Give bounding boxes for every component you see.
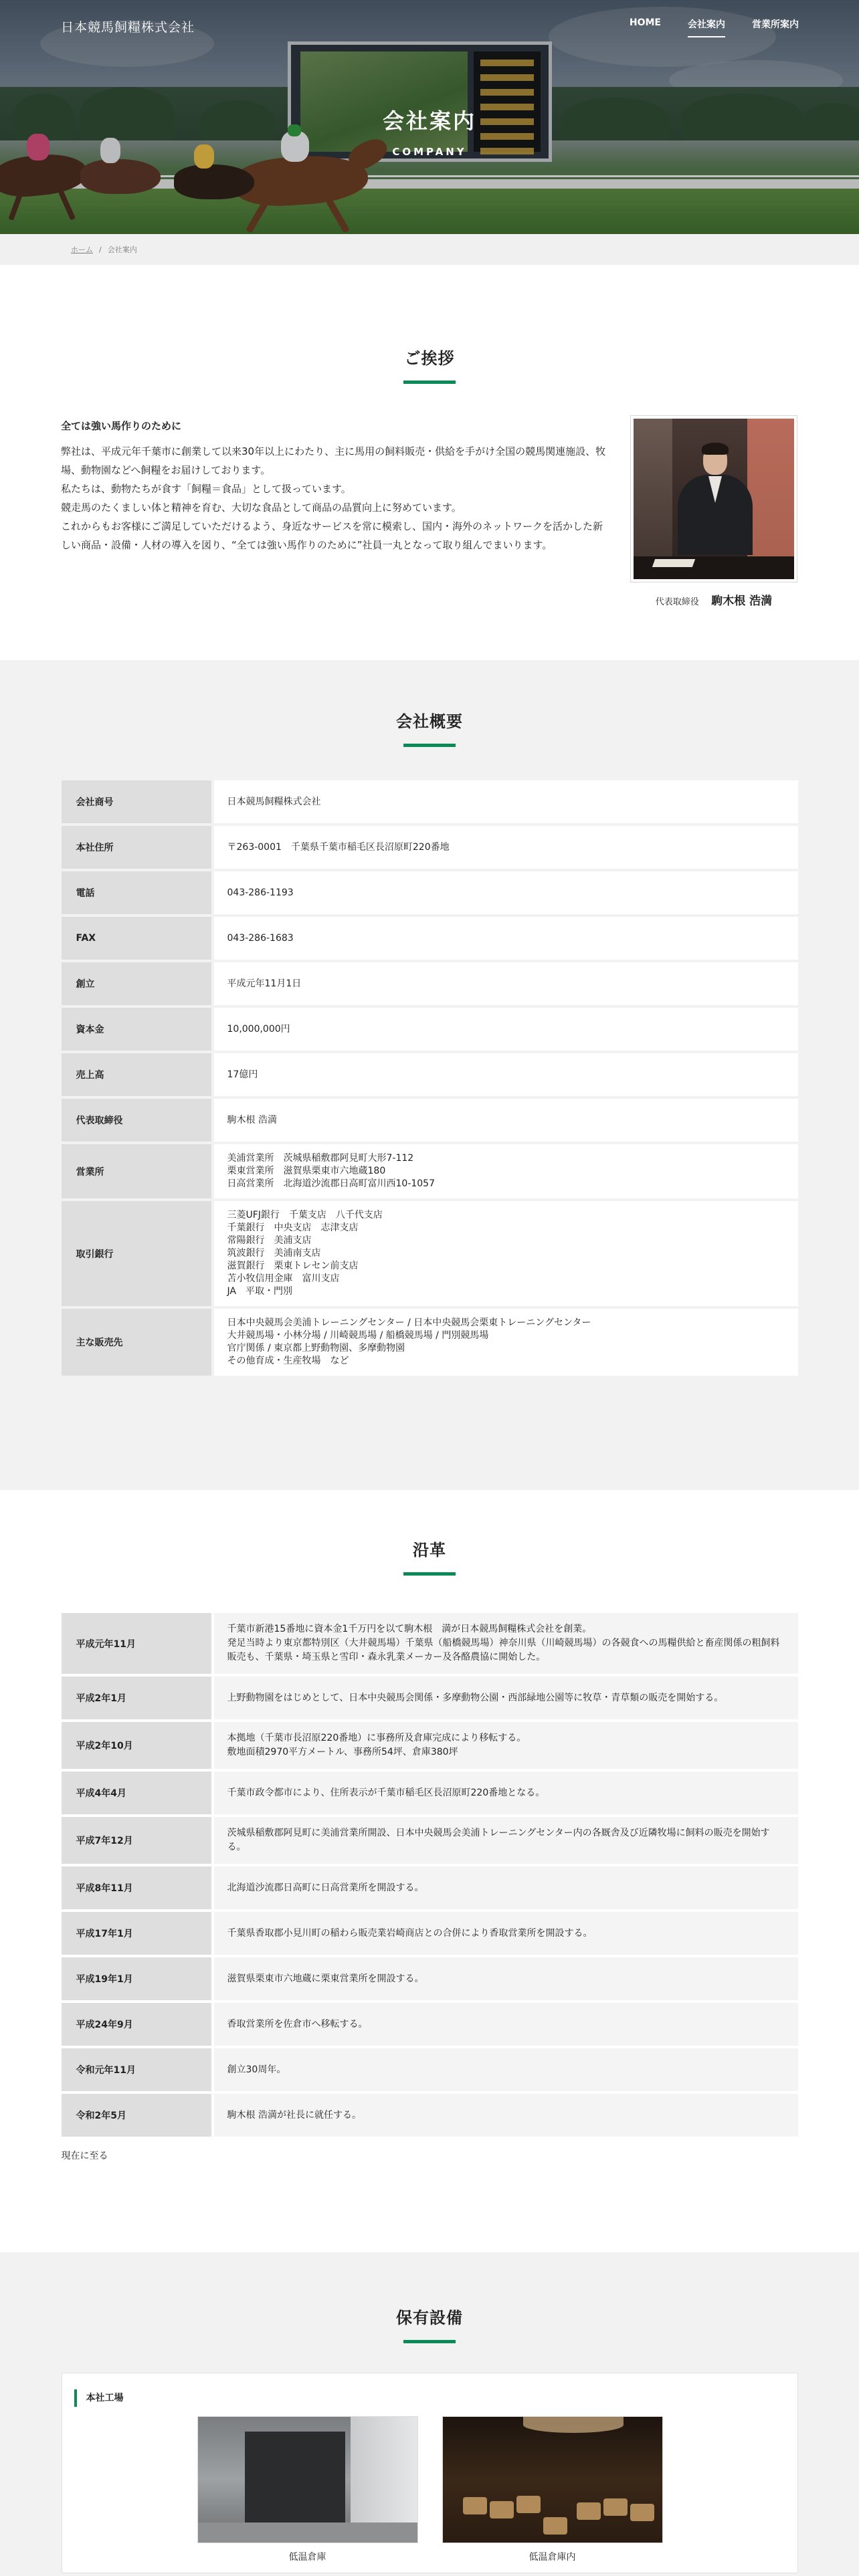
info-row-line: 千葉銀行 中央支店 志津支店 xyxy=(227,1222,359,1233)
greeting-paragraph: 競走馬のたくましい体と精神を育む、大切な食品として商品の品質向上に努めています。 xyxy=(61,502,462,514)
info-row-label: 本社住所 xyxy=(62,826,211,869)
info-row-value xyxy=(211,917,798,960)
info-row-label: 資本金 xyxy=(62,1008,211,1051)
info-row-line: 日本中央競馬会美浦トレーニングセンター / 日本中央競馬会栗東トレーニングセンター xyxy=(227,1317,591,1328)
history-row-label: 令和元年11月 xyxy=(62,2048,211,2091)
info-row-value xyxy=(211,1008,798,1051)
history-row-label: 平成4年4月 xyxy=(62,1772,211,1814)
info-row-label: 創立 xyxy=(62,962,211,1005)
hero-banner xyxy=(0,0,859,234)
president-caption xyxy=(630,591,797,608)
info-row-line: 栗東営業所 滋賀県栗東市六地蔵180 xyxy=(227,1166,386,1176)
greeting-paragraph: これからもお客様にご満足していただけるよう、身近なサービスを常に模索し、国内・海外のネットワークを活かした新しい商品・設備・人材の導入を図り、“全ては強い馬作りのために”社員一丸となって取り組んでまいります。 xyxy=(61,520,603,551)
info-row-value xyxy=(211,962,798,1005)
history-row xyxy=(62,2094,798,2137)
history-row-line: 千葉市新港15番地に資本金1千万円を以て駒木根 満が日本競馬飼糧株式会社を創業。 xyxy=(227,1624,592,1634)
history-row xyxy=(62,1722,798,1769)
overview-section xyxy=(0,660,859,1490)
breadcrumb-separator: / xyxy=(99,245,102,254)
facilities-section xyxy=(0,2252,859,2576)
history-row-label: 平成17年1月 xyxy=(62,1912,211,1955)
greeting-title: ご挨拶 xyxy=(404,349,455,368)
breadcrumb xyxy=(0,234,859,265)
history-row-line: 滋賀県栗東市六地蔵に栗東営業所を開設する。 xyxy=(227,1973,424,1984)
info-row-line: 大井競馬場・小林分場 / 川崎競馬場 / 船橋競馬場 / 門別競馬場 xyxy=(227,1330,489,1341)
info-row-line: 美浦営業所 茨城県稲敷郡阿見町大形7-112 xyxy=(227,1153,414,1164)
info-row-value xyxy=(211,1144,798,1198)
history-row-value xyxy=(211,1722,798,1769)
history-row-value xyxy=(211,2094,798,2137)
history-row xyxy=(62,1817,798,1864)
info-row xyxy=(62,1309,798,1376)
history-row-label: 平成19年1月 xyxy=(62,1957,211,2000)
history-now: 現在に至る xyxy=(61,2151,108,2161)
global-nav xyxy=(630,17,799,37)
history-row-value xyxy=(211,2048,798,2091)
history-row-line: 上野動物園をはじめとして、日本中央競馬会関係・多摩動物公園・西部緑地公園等に牧草・青草類の販売を開始する。 xyxy=(227,1692,724,1703)
history-row-line: 千葉市政令都市により、住所表示が千葉市稲毛区長沼原町220番地となる。 xyxy=(227,1787,545,1798)
site-logo[interactable]: 日本競馬飼糧株式会社 xyxy=(61,20,195,35)
history-row-label: 平成7年12月 xyxy=(62,1817,211,1864)
info-row-line: 苫小牧信用金庫 富川支店 xyxy=(227,1273,340,1284)
info-row-label: 取引銀行 xyxy=(62,1201,211,1306)
history-row-value xyxy=(211,2003,798,2046)
info-row-value xyxy=(211,1099,798,1142)
history-row-value xyxy=(211,1957,798,2000)
info-row-line: 三菱UFJ銀行 千葉支店 八千代支店 xyxy=(227,1210,383,1220)
president-photo xyxy=(630,415,797,582)
info-row-line: 筑波銀行 美浦南支店 xyxy=(227,1248,321,1259)
info-row-label: 電話 xyxy=(62,871,211,914)
facility-photo-cold-storage xyxy=(197,2416,418,2543)
facilities-title: 保有設備 xyxy=(396,2309,463,2327)
history-row-label: 平成8年11月 xyxy=(62,1866,211,1909)
info-row-value xyxy=(211,1053,798,1096)
facility-caption: 低温倉庫内 xyxy=(529,2552,576,2563)
page-subtitle: COMPANY xyxy=(392,146,467,158)
overview-title: 会社概要 xyxy=(396,712,463,731)
info-row xyxy=(62,1053,798,1096)
info-row-value xyxy=(211,871,798,914)
info-row xyxy=(62,917,798,960)
info-row xyxy=(62,962,798,1005)
company-info-table xyxy=(62,778,798,1378)
info-row-line: JA 平取・門別 xyxy=(227,1286,292,1297)
info-row-label: FAX xyxy=(62,917,211,960)
history-section xyxy=(0,1490,859,2252)
info-row xyxy=(62,1099,798,1142)
title-underline xyxy=(403,1572,456,1576)
info-row-line: 〒263-0001 千葉県千葉市稲毛区長沼原町220番地 xyxy=(227,841,450,853)
info-row-line: 10,000,000円 xyxy=(227,1023,290,1035)
history-row-line: 本拠地（千葉市長沼原220番地）に事務所及倉庫完成により移転する。 xyxy=(227,1733,527,1743)
info-row-value xyxy=(211,780,798,823)
page-title: 会社案内 xyxy=(382,108,476,134)
breadcrumb-current: 会社案内 xyxy=(107,245,137,254)
history-row xyxy=(62,1912,798,1955)
history-row-line: 北海道沙流郡日高町に日高営業所を開設する。 xyxy=(227,1882,424,1893)
title-underline xyxy=(403,744,456,747)
president-role: 代表取締役 xyxy=(655,597,699,607)
history-row-value xyxy=(211,1912,798,1955)
history-row-value xyxy=(211,1677,798,1719)
info-row-line: 日本競馬飼糧株式会社 xyxy=(227,796,321,807)
info-row-value xyxy=(211,1309,798,1376)
info-row-line: 17億円 xyxy=(227,1069,258,1080)
info-row-line: 日高営業所 北海道沙流郡日高町富川西10-1057 xyxy=(227,1178,435,1189)
history-table xyxy=(62,1610,798,2139)
info-row-line: 官庁関係 / 東京都上野動物園、多摩動物園 xyxy=(227,1343,405,1354)
info-row-line: 駒木根 浩満 xyxy=(227,1114,277,1125)
history-row xyxy=(62,2048,798,2091)
info-row xyxy=(62,1201,798,1306)
info-row xyxy=(62,826,798,869)
info-row-label: 会社商号 xyxy=(62,780,211,823)
facility-group-label: 本社工場 xyxy=(74,2389,124,2407)
greeting-lead: 全ては強い馬作りのために xyxy=(61,420,182,432)
history-row xyxy=(62,1772,798,1814)
history-row xyxy=(62,1866,798,1909)
info-row xyxy=(62,780,798,823)
history-row-label: 平成2年10月 xyxy=(62,1722,211,1769)
info-row-value xyxy=(211,826,798,869)
info-row-label: 主な販売先 xyxy=(62,1309,211,1376)
info-row-line: 滋賀銀行 栗東トレセン前支店 xyxy=(227,1261,359,1271)
facility-caption: 低温倉庫 xyxy=(288,2552,326,2563)
info-row xyxy=(62,1008,798,1051)
history-title: 沿革 xyxy=(413,1541,446,1560)
title-underline xyxy=(403,2340,456,2343)
history-row xyxy=(62,1613,798,1674)
history-row-label: 平成2年1月 xyxy=(62,1677,211,1719)
greeting-section xyxy=(0,265,859,660)
history-row-label: 平成元年11月 xyxy=(62,1613,211,1674)
history-row-line: 発足当時より東京都特別区（大井競馬場）千葉県（船橋競馬場）神奈川県（川崎競馬場）の各競食への馬糧供給と畜産関係の粗飼料販売も、千葉県・埼玉県と雪印・森永乳業メーカー及各酪農協に開始した。 xyxy=(227,1638,780,1662)
greeting-paragraph: 弊社は、平成元年千葉市に創業して以来30年以上にわたり、主に馬用の飼料販売・供給を手がけ全国の競馬関連施設、牧場、動物園などへ飼糧をお届けしております。 xyxy=(61,445,606,476)
info-row-label: 営業所 xyxy=(62,1144,211,1198)
history-row-value xyxy=(211,1613,798,1674)
history-row-line: 茨城県稲敷郡阿見町に美浦営業所開設、日本中央競馬会美浦トレーニングセンター内の各厩舎及び近隣牧場に飼料の販売を開始する。 xyxy=(227,1828,770,1852)
info-row-line: 常陽銀行 美浦支店 xyxy=(227,1235,312,1246)
history-row-line: 創立30周年。 xyxy=(227,2064,286,2075)
info-row-line: 043-286-1193 xyxy=(227,887,294,898)
info-row-line: 043-286-1683 xyxy=(227,932,294,944)
info-row-value xyxy=(211,1201,798,1306)
history-row-value xyxy=(211,1866,798,1909)
nav-home[interactable]: HOME xyxy=(629,17,661,28)
history-row-value xyxy=(211,1772,798,1814)
history-row-line: 駒木根 浩満が社長に就任する。 xyxy=(227,2109,361,2121)
facility-photo-cold-storage-inside xyxy=(442,2416,663,2543)
info-row xyxy=(62,1144,798,1198)
info-row-line: 平成元年11月1日 xyxy=(227,978,302,989)
history-row-line: 敷地面積2970平方メートル、事務所54坪、倉庫380坪 xyxy=(227,1747,458,1757)
history-row-line: 香取営業所を佐倉市へ移転する。 xyxy=(227,2018,368,2030)
facility-group xyxy=(62,2373,798,2573)
info-row-label: 売上高 xyxy=(62,1053,211,1096)
breadcrumb-home[interactable]: ホーム xyxy=(71,245,93,254)
nav-offices[interactable]: 営業所案内 xyxy=(752,19,799,30)
info-row-label: 代表取締役 xyxy=(62,1099,211,1142)
history-row xyxy=(62,2003,798,2046)
president-name: 駒木根 浩満 xyxy=(711,595,773,608)
greeting-paragraph: 私たちは、動物たちが食す「飼糧＝食品」として扱っています。 xyxy=(61,483,351,495)
history-row-label: 令和2年5月 xyxy=(62,2094,211,2137)
history-row xyxy=(62,1677,798,1719)
history-row-line: 千葉県香取郡小見川町の稲わら販売業岩崎商店との合併により香取営業所を開設する。 xyxy=(227,1927,593,1939)
history-row xyxy=(62,1957,798,2000)
greeting-text xyxy=(61,419,609,554)
nav-company[interactable]: 会社案内 xyxy=(688,17,725,37)
info-row-line: その他育成・生産牧場 など xyxy=(227,1356,349,1366)
title-underline xyxy=(403,381,456,384)
info-row xyxy=(62,871,798,914)
history-row-value xyxy=(211,1817,798,1864)
history-row-label: 平成24年9月 xyxy=(62,2003,211,2046)
